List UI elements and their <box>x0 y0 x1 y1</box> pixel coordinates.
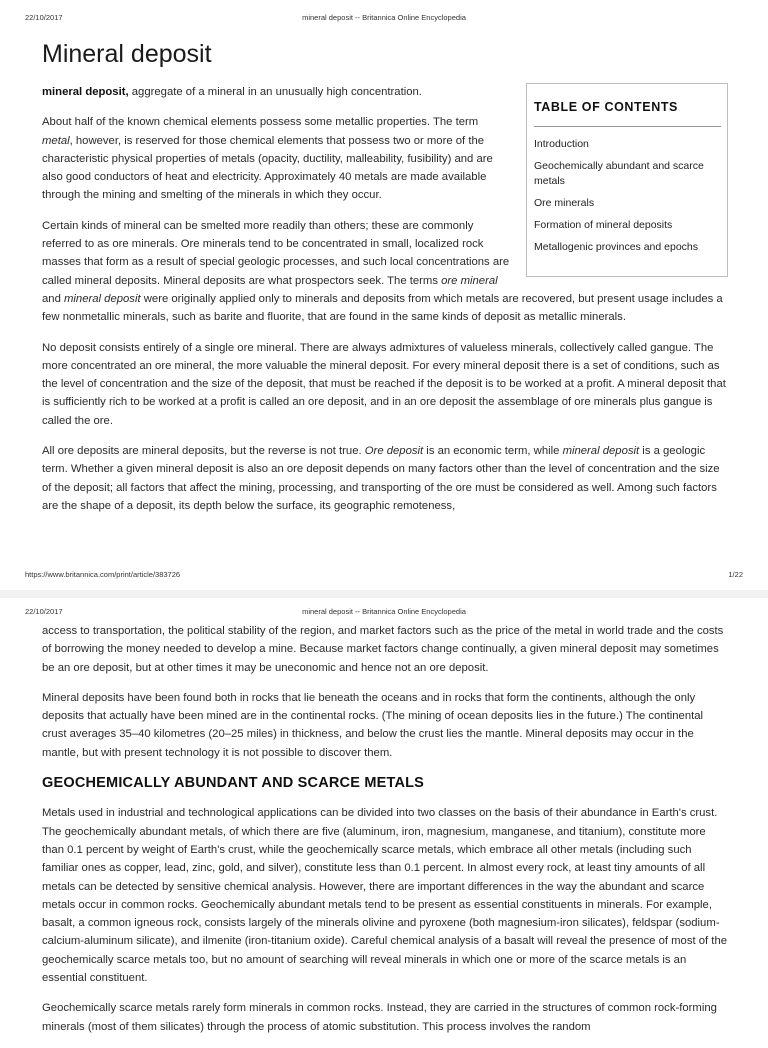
print-title: mineral deposit -- Britannica Online Encyclopedia <box>302 13 466 22</box>
paragraph: Metals used in industrial and technological applications can be divided into two classes on the basis of their abundance in Earth's crust. The geochemically abundant metals, of which there are five (aluminum, iron, magnesium, manganese, and titanium), constitute more than 0.1 percent by weight of Earth's crust, while the geochemically scarce metals, which embrace all other metals (including such familiar ones as copper, lead, zinc, gold, and silver), constitute less than 0.1 percent. In almost every rock, at least tiny amounts of all metals can be detected by sensitive chemical analysis. However, there are important differences in the way the abundant and scarce metals occur in common rocks. Geochemically abundant metals tend to be present as essential constituents in minerals. For example, basalt, a common igneous rock, consists largely of the minerals olivine and pyroxene (both magnesium-iron silicates), feldspar (sodium-calcium-aluminum silicate), and ilmenite (iron-titanium oxide). Careful chemical analysis of a basalt will reveal the presence of most of the geochemically scarce metals too, but no amount of searching will reveal minerals in which one or more of the scarce metals is an essential constituent. <box>42 807 728 985</box>
text: were originally applied only to minerals and deposits from which metals are recovered, but present usage includes a few nonmetallic minerals, such as barite and fluorite, that are found in the same kinds of deposit as metallic minerals. <box>42 292 723 324</box>
emphasis: ore mineral <box>441 274 498 287</box>
text: About half of the known chemical elements possess some metallic properties. The term <box>42 116 479 129</box>
paragraph: Geochemically scarce metals rarely form minerals in common rocks. Instead, they are carried in the structures of common rock-forming minerals (most of them silicates) through the process of atomic substitution. This process involves the random <box>42 1002 717 1033</box>
toc-item-formation[interactable]: Formation of mineral deposits <box>534 219 673 232</box>
table-of-contents <box>526 83 728 277</box>
text: is an economic term, while <box>423 445 563 458</box>
page-separator <box>0 590 768 598</box>
print-title: mineral deposit -- Britannica Online Encyclopedia <box>302 607 466 616</box>
text: and <box>42 292 64 305</box>
text: is a geologic term. Whether a given mineral deposit is also an ore deposit depends on many factors other than the level of concentration and the size of the deposit; all factors that affect the mining, processing, and transporting of the ore must be considered as well. Among such factors are the shape of a deposit, its depth below the surface, its geographic remoteness, <box>42 445 720 512</box>
page-number: 1/22 <box>728 570 743 579</box>
toc-item-metallogenic[interactable]: Metallogenic provinces and epochs <box>534 241 699 254</box>
text: All ore deposits are mineral deposits, but the reverse is not true. <box>42 445 365 458</box>
text: aggregate of a mineral in an unusually high concentration. <box>128 86 422 98</box>
article-body <box>42 83 728 527</box>
article-body-continued <box>42 622 728 1048</box>
section-heading: GEOCHEMICALLY ABUNDANT AND SCARCE METALS <box>42 775 425 792</box>
term-bold: mineral deposit, <box>42 86 129 98</box>
text: Certain kinds of mineral can be smelted more readily than others; these are commonly referred to as ore minerals. Ore minerals tend to be concentrated in small, localized rock masses that form as a result of special geologic processes, and such local concentrations are called mineral deposits. Mineral deposits are what prospectors seek. The terms <box>42 219 510 287</box>
toc-item-ore-minerals[interactable]: Ore minerals <box>534 197 595 210</box>
toc-title: TABLE OF CONTENTS <box>534 94 721 127</box>
emphasis: mineral deposit <box>64 292 141 305</box>
toc-item-geochemically-abundant[interactable]: Geochemically abundant and scarce metals <box>534 160 704 188</box>
print-date: 22/10/2017 <box>25 607 63 616</box>
print-date: 22/10/2017 <box>25 13 63 22</box>
print-url[interactable]: https://www.britannica.com/print/article/383726 <box>25 570 181 579</box>
article-title: Mineral deposit <box>42 40 212 68</box>
emphasis: metal <box>42 134 70 147</box>
paragraph: access to transportation, the political stability of the region, and market factors such as the price of the metal in world trade and the costs of borrowing the money needed to develop a mine. Because market factors change continually, a given mineral deposit may sometimes be an ore deposit, but at other times it may be uneconomic and hence not an ore deposit. <box>42 625 724 674</box>
emphasis: mineral deposit <box>562 445 640 458</box>
paragraph <box>42 442 728 515</box>
toc-item-introduction[interactable]: Introduction <box>534 138 589 151</box>
text: , however, is reserved for those chemical elements that possess two or more of the characteristic physical properties of metals (opacity, ductility, malleability, fusibility) and are also good conductors of heat and electricity. Approximately 40 metals are made available through the mining and smelting of the minerals in which they occur. <box>42 134 493 202</box>
paragraph: Mineral deposits have been found both in rocks that lie beneath the oceans and in rocks that form the continents, although the only deposits that actually have been mined are in the continental rocks. (The mining of ocean deposits lies in the future.) The continental crust averages 35–40 kilometres (20–25 miles) in thickness, and below the crust lies the mantle. Mineral deposits may occur in the mantle, but with present technology it is not possible to discover them. <box>42 691 704 759</box>
emphasis: Ore deposit <box>364 445 424 458</box>
paragraph: No deposit consists entirely of a single ore mineral. There are always admixtures of valueless minerals, collectively called gangue. The more concentrated an ore mineral, the more valuable the mineral deposit. For every mineral deposit there is a set of conditions, such as the level of concentration and the size of the deposit, that must be reached if the deposit is to be worked at a profit. A mineral deposit that is sufficiently rich to be worked at a profit is called an ore deposit, and in an ore deposit the assemblage of ore minerals plus gangue is called the ore. <box>42 341 726 427</box>
